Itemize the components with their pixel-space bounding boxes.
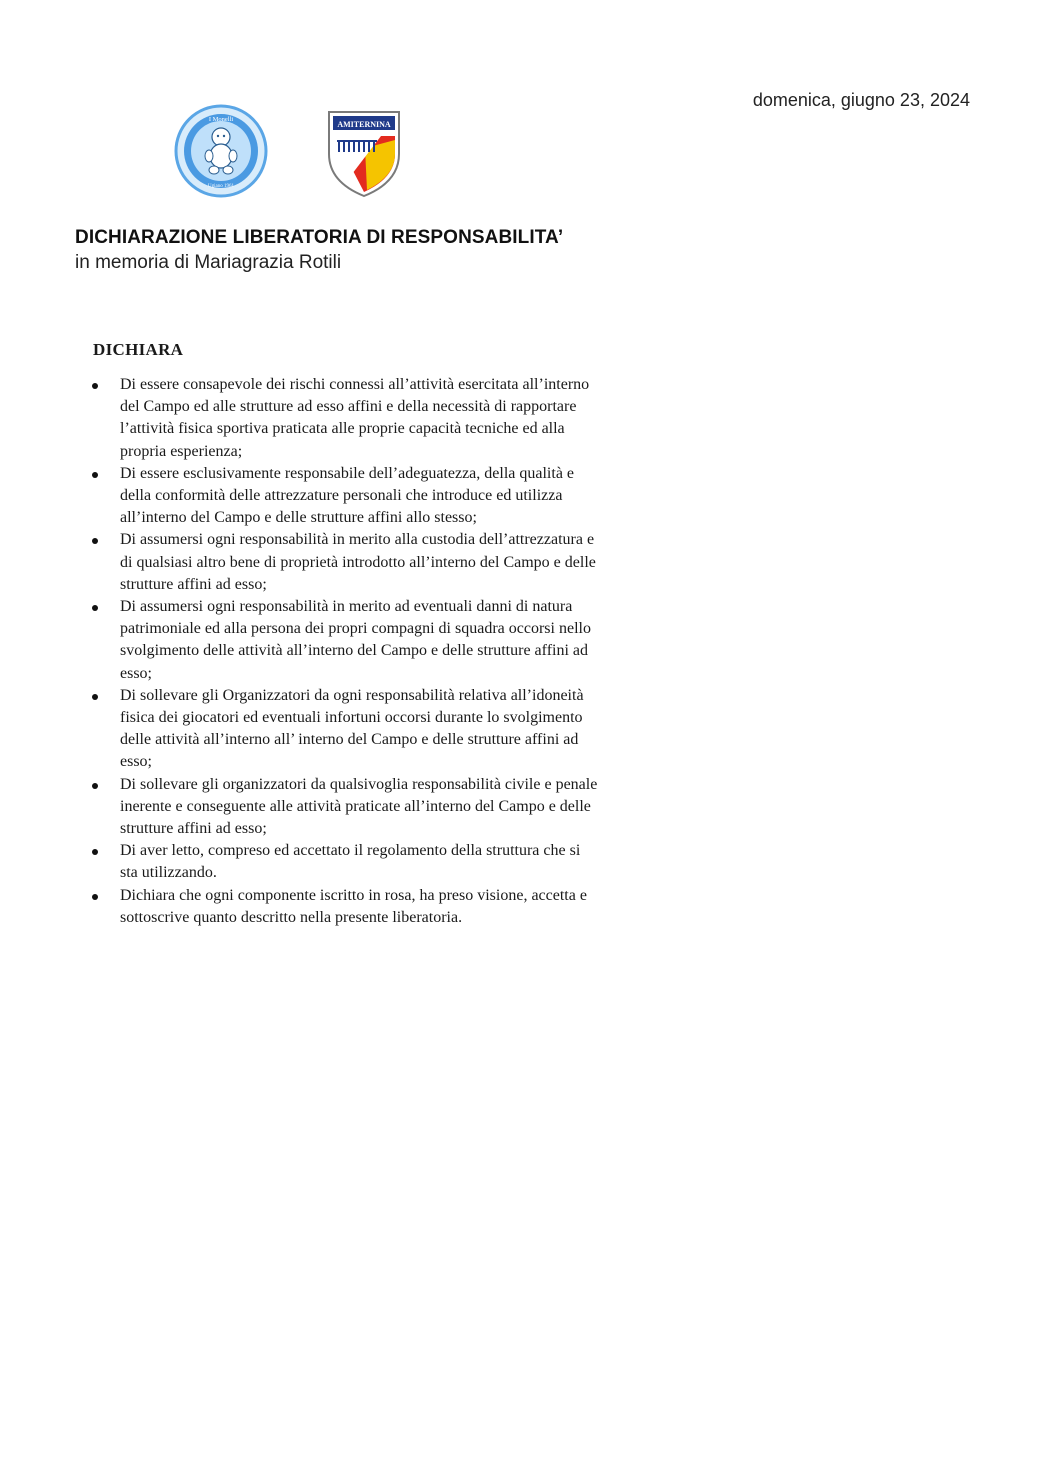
bullet-icon — [92, 694, 98, 700]
bullet-icon — [92, 383, 98, 389]
declaration-item: Di assumersi ogni responsabilità in merito alla custodia dell’attrezzatura e di qualsiasi altro bene di proprietà introdotto all’interno del Campo e delle strutture affini ad esso; — [90, 529, 600, 596]
bullet-icon — [92, 538, 98, 544]
document-date: domenica, giugno 23, 2024 — [752, 90, 970, 110]
declaration-item: Di sollevare gli organizzatori da qualsivoglia responsabilità civile e penale inerente e conseguente alle attività praticate all’interno del Campo e delle strutture affini ad esso; — [90, 774, 600, 841]
document-title: DICHIARAZIONE LIBERATORIA DI RESPONSABILITA’ — [75, 227, 564, 248]
declaration-scan — [90, 340, 600, 929]
document-subtitle: in memoria di Mariagrazia Rotili — [75, 252, 342, 273]
svg-text:I Monelli: I Monelli — [208, 116, 234, 123]
declaration-item: Dichiara che ogni componente iscritto in rosa, ha preso visione, accetta e sottoscrive quanto descritto nella presente liberatoria. — [90, 885, 600, 929]
amiternina-shield-logo — [325, 108, 403, 198]
declaration-item: Di essere esclusivamente responsabile dell’adeguatezza, della qualità e della conformità delle attrezzature personali che introduce ed utilizza all’interno del Campo e delle strutture affini allo stesso; — [90, 463, 600, 530]
bullet-icon — [92, 783, 98, 789]
bullet-icon — [92, 894, 98, 900]
i-monelli-logo — [174, 104, 268, 198]
bullet-icon — [92, 605, 98, 611]
svg-text:Ugiano 1961: Ugiano 1961 — [208, 184, 234, 189]
bullet-icon — [92, 472, 98, 478]
declaration-list — [90, 374, 600, 929]
declaration-item: Di aver letto, compreso ed accettato il regolamento della struttura che si sta utilizzando. — [90, 840, 600, 884]
declaration-item: Di essere consapevole dei rischi connessi all’attività esercitata all’interno del Campo ed alle strutture ad esso affini e della necessità di rapportare l’attività fisica sportiva praticata alle proprie capacità tecniche ed alla propria esperienza; — [90, 374, 600, 463]
svg-text:AMITERNINA: AMITERNINA — [337, 120, 391, 129]
declaration-item: Di sollevare gli Organizzatori da ogni responsabilità relativa all’idoneità fisica dei giocatori ed eventuali infortuni occorsi durante lo svolgimento delle attività all’interno all’ interno del Campo e delle strutture affini ad esso; — [90, 685, 600, 774]
declaration-heading: DICHIARA — [93, 340, 184, 359]
bullet-icon — [92, 849, 98, 855]
declaration-item: Di assumersi ogni responsabilità in merito ad eventuali danni di natura patrimoniale ed alla persona dei propri compagni di squadra occorsi nello svolgimento delle attività all’interno del Campo e delle strutture affini ad esso; — [90, 596, 600, 685]
